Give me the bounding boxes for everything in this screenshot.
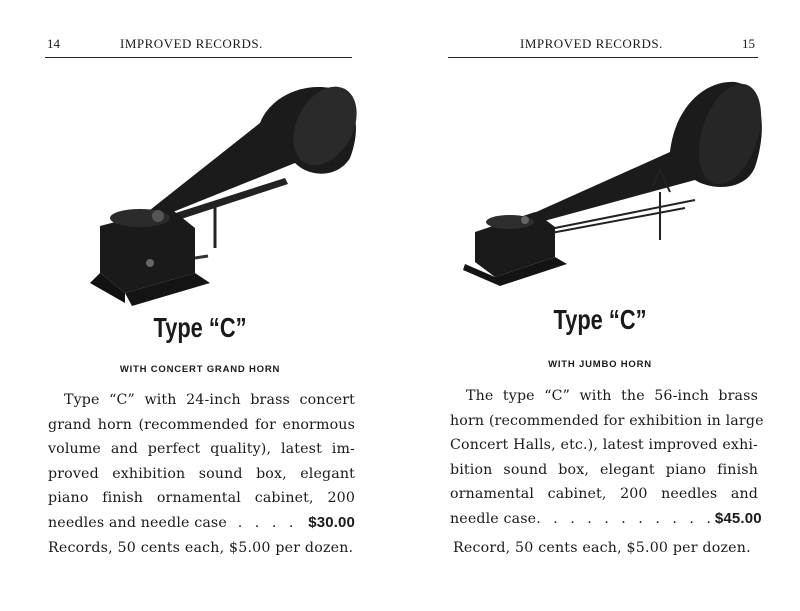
- leader-dots: . . . . . . . . . . .: [536, 510, 715, 527]
- description-line: bition sound box, elegant piano finish: [450, 461, 758, 478]
- records-price-line: Records, 50 cents each, $5.00 per dozen.: [48, 540, 354, 556]
- description-line: grand horn (recommended for enormous: [48, 416, 355, 433]
- running-head: IMPROVED RECORDS.: [120, 36, 263, 51]
- description-line: piano finish ornamental cabinet, 200: [48, 490, 355, 506]
- price-line: [48, 511, 355, 536]
- product-title: Type “C”: [553, 304, 647, 335]
- price-line-text: needles and needle case: [48, 514, 227, 531]
- product-description: [48, 388, 355, 535]
- leader-dots: . . . .: [237, 514, 298, 531]
- description-line: The type “C” with the 56-inch brass: [466, 388, 758, 404]
- price: $45.00: [714, 509, 762, 527]
- description-line: proved exhibition sound box, elegant: [48, 465, 355, 482]
- description-line: Type “C” with 24-inch brass concert: [64, 392, 355, 408]
- running-head: IMPROVED RECORDS.: [520, 36, 663, 51]
- product-subtitle: WITH CONCERT GRAND HORN: [119, 364, 281, 375]
- records-price-line: Record, 50 cents each, $5.00 per dozen.: [453, 540, 751, 556]
- page-number: 15: [742, 36, 755, 51]
- price: $30.00: [308, 513, 355, 531]
- price-line: [450, 507, 762, 532]
- page-number: 14: [47, 36, 60, 51]
- phonograph-jumbo-horn-illustration: [455, 72, 775, 292]
- phonograph-concert-horn-illustration: [70, 78, 370, 308]
- product-description: [450, 384, 764, 531]
- description-line: horn (recommended for exhibition in large: [450, 412, 764, 429]
- price-line-text: needle case: [450, 510, 537, 527]
- description-line: volume and perfect quality), latest im-: [48, 441, 355, 457]
- description-line: ornamental cabinet, 200 needles and: [450, 486, 758, 502]
- product-title: Type “C”: [153, 312, 247, 343]
- description-line: Concert Halls, etc.), latest improved exhi-: [450, 437, 758, 453]
- header-rule: [45, 57, 352, 58]
- product-subtitle: WITH JUMBO HORN: [548, 359, 652, 370]
- right-page: [400, 0, 800, 611]
- header-rule: [448, 57, 758, 58]
